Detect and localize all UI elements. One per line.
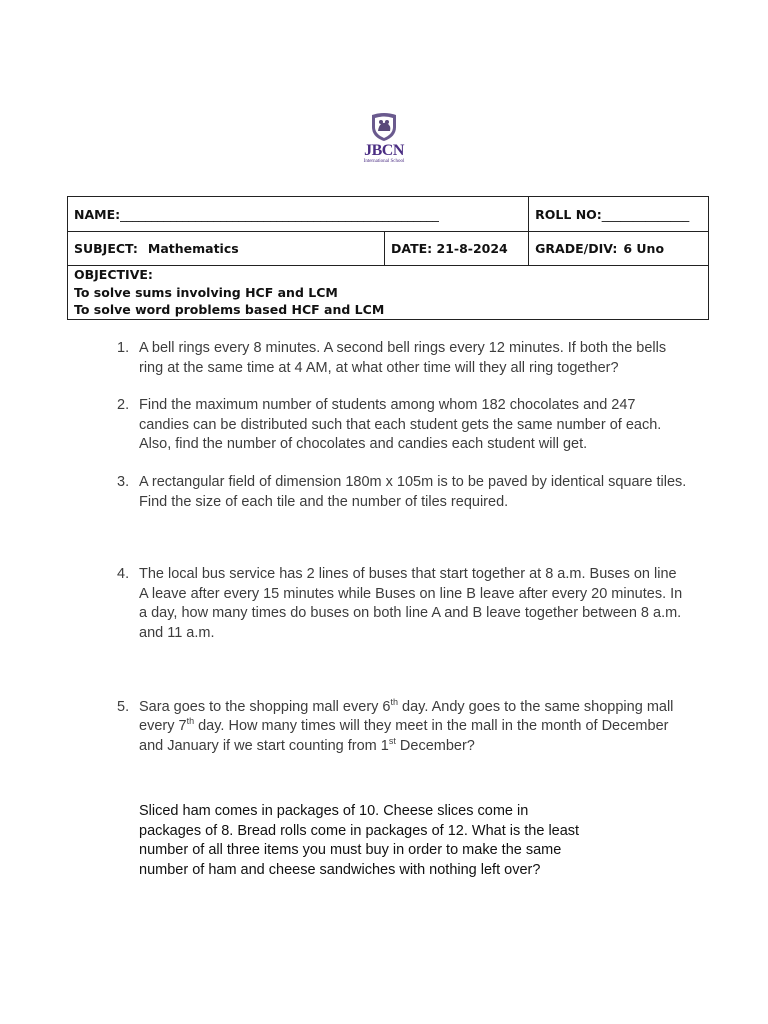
question-item xyxy=(108,339,688,378)
question-item xyxy=(108,698,688,757)
date-cell xyxy=(385,232,529,266)
question-item xyxy=(108,473,688,512)
extra-question-line: Sliced ham comes in packages of 10. Cheese slices come in xyxy=(139,803,529,819)
name-cell xyxy=(68,197,529,232)
objective-label: OBJECTIVE: xyxy=(74,267,153,282)
question-number: 5. xyxy=(117,698,130,715)
subject-cell xyxy=(68,232,385,266)
question-number: 2. xyxy=(117,397,130,414)
question-item xyxy=(108,396,688,455)
grade-cell xyxy=(529,232,709,266)
roll-cell xyxy=(529,197,709,232)
school-logo xyxy=(352,112,416,172)
question-text: Find the maximum number of students among whom 182 chocolates and 247 candies can be distributed such that each student gets the same number of each. Also, find the number of chocolates and candies each student will get. xyxy=(139,397,662,453)
logo-subtitle: International School xyxy=(363,159,405,164)
grade-label: GRADE/DIV: xyxy=(535,241,618,256)
objective-item: To solve word problems based HCF and LCM xyxy=(74,302,385,317)
extra-question xyxy=(139,802,639,880)
question-text: A bell rings every 8 minutes. A second bell rings every 12 minutes. If both the bells ring at the same time at 4 AM, at what other time will they all ring together? xyxy=(139,340,667,376)
subject-value: Mathematics xyxy=(147,241,239,256)
question-text: The local bus service has 2 lines of buses that start together at 8 a.m. Buses on line A leave after every 15 minutes while Buses on line B leave after every 20 minutes. In a day, how many times do buses on both line A and B leave together between 8 a.m. and 11 a.m. xyxy=(139,566,683,641)
crest-icon xyxy=(370,112,398,142)
extra-question-line: packages of 8. Bread rolls come in packages of 12. What is the least xyxy=(139,822,580,839)
extra-question-line: number of ham and cheese sandwiches with nothing left over? xyxy=(139,861,541,878)
question-item xyxy=(108,565,688,643)
student-info-table xyxy=(67,196,709,320)
question-number: 4. xyxy=(117,566,130,583)
logo-name: JBCN xyxy=(364,142,404,159)
objective-cell xyxy=(68,266,709,320)
question-text: A rectangular field of dimension 180m x 105m is to be paved by identical square tiles. Find the size of each tile and the number of tiles required. xyxy=(139,473,687,510)
question-number: 3. xyxy=(117,473,130,490)
question-number: 1. xyxy=(117,340,130,356)
roll-line: ______________ xyxy=(601,206,690,222)
roll-label: ROLL NO: xyxy=(535,206,602,222)
grade-value: 6 Uno xyxy=(623,241,665,256)
name-label: NAME: xyxy=(74,206,121,222)
question-list xyxy=(108,339,688,756)
date-label: DATE: 21-8-2024 xyxy=(391,241,508,256)
extra-question-line: number of all three items you must buy in order to make the same xyxy=(139,842,562,858)
question-text: Sara goes to the shopping mall every 6th day. Andy goes to the same shopping mall every 7th day. How many times will they meet in the mall in the month of December and January if we start counting from 1st December? xyxy=(139,696,674,754)
name-line: ___________________________________________________ xyxy=(120,206,439,222)
objective-item: To solve sums involving HCF and LCM xyxy=(74,284,338,300)
subject-label: SUBJECT: xyxy=(74,241,138,256)
